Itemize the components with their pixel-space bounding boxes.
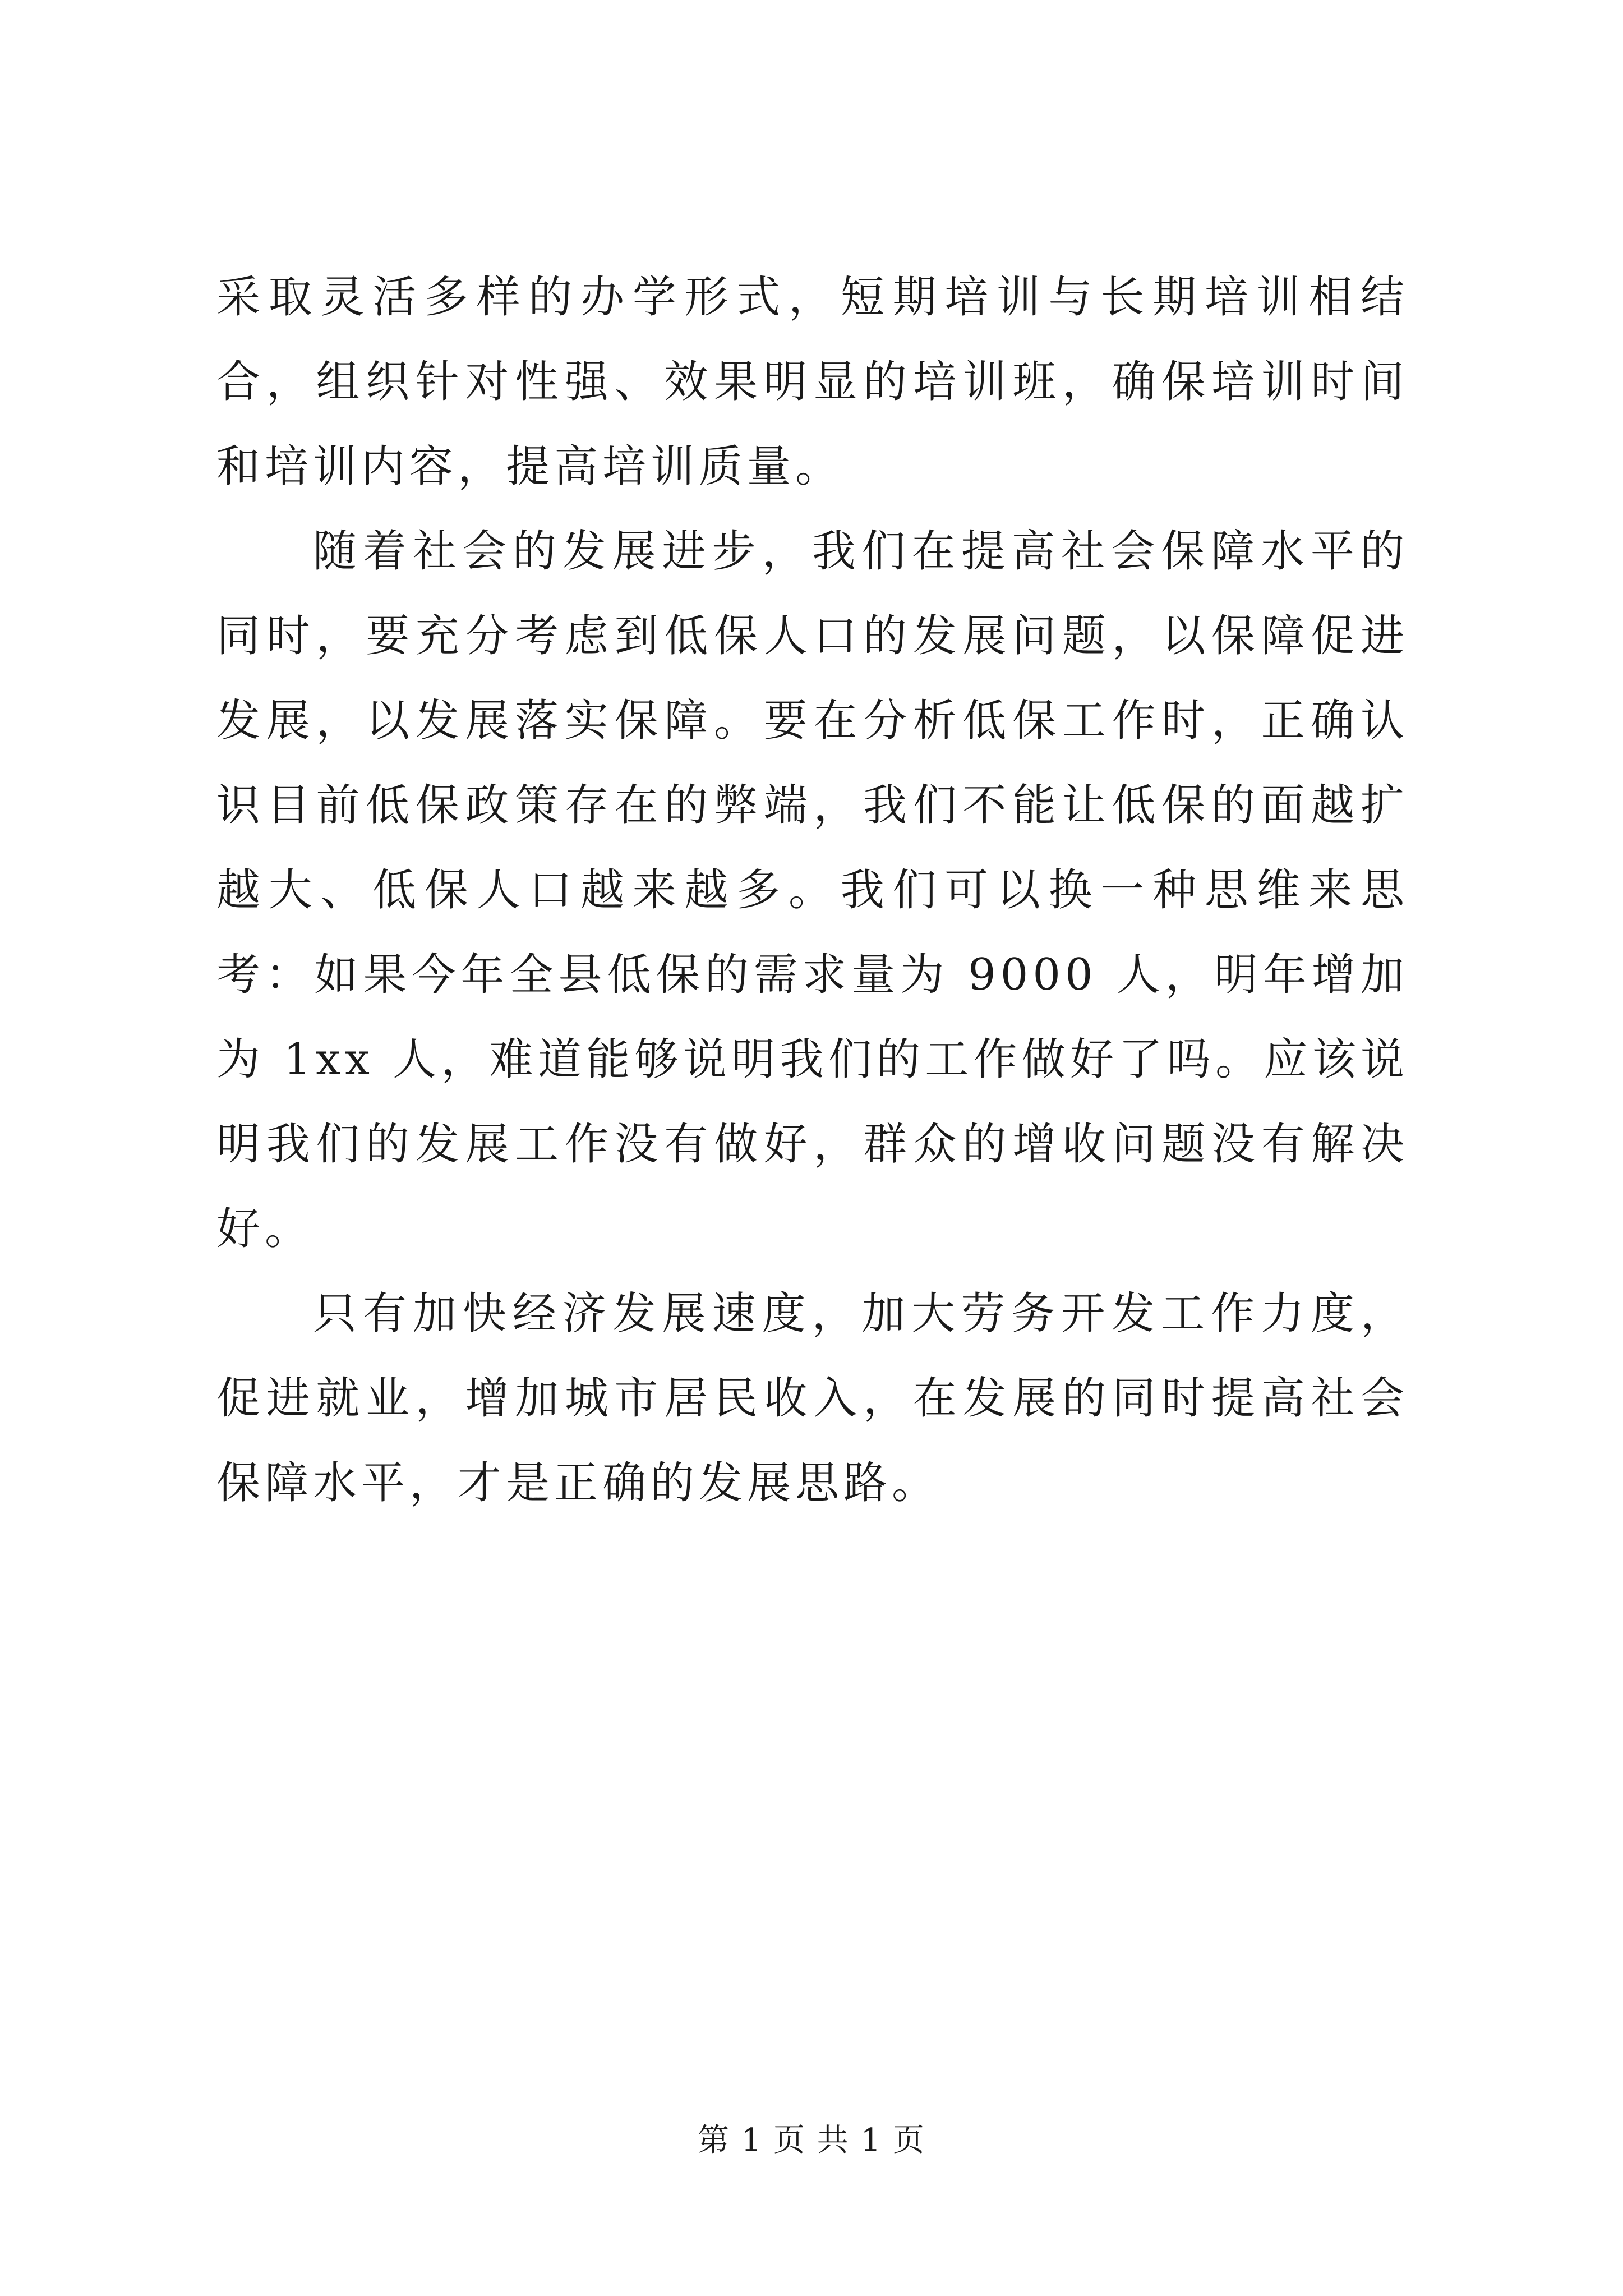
document-body — [216, 255, 1409, 1526]
paragraph-continuation: 采取灵活多样的办学形式，短期培训与长期培训相结合，组织针对性强、效果明显的培训班，确保培训时间和培训内容，提高培训质量。 — [216, 272, 1409, 492]
paragraph-low-income-development: 随着社会的发展进步，我们在提高社会保障水平的同时，要充分考虑到低保人口的发展问题，以保障促进发展，以发展落实保障。要在分析低保工作时，正确认识目前低保政策存在的弊端，我们不能让低保的面越扩越大、低保人口越来越多。我们可以换一种思维来思考：如果今年全县低保的需求量为 9000 人，明年增加为 1xx 人，难道能够说明我们的工作做好了吗。应该说明我们的发展工作没有做好，群众的增收问题没有解决好。 — [216, 526, 1409, 1254]
page-footer: 第 1 页 共 1 页 — [697, 2122, 926, 2159]
paragraph-development-approach: 只有加快经济发展速度，加大劳务开发工作力度，促进就业，增加城市居民收入，在发展的同时提高社会保障水平，才是正确的发展思路。 — [216, 1289, 1409, 1508]
